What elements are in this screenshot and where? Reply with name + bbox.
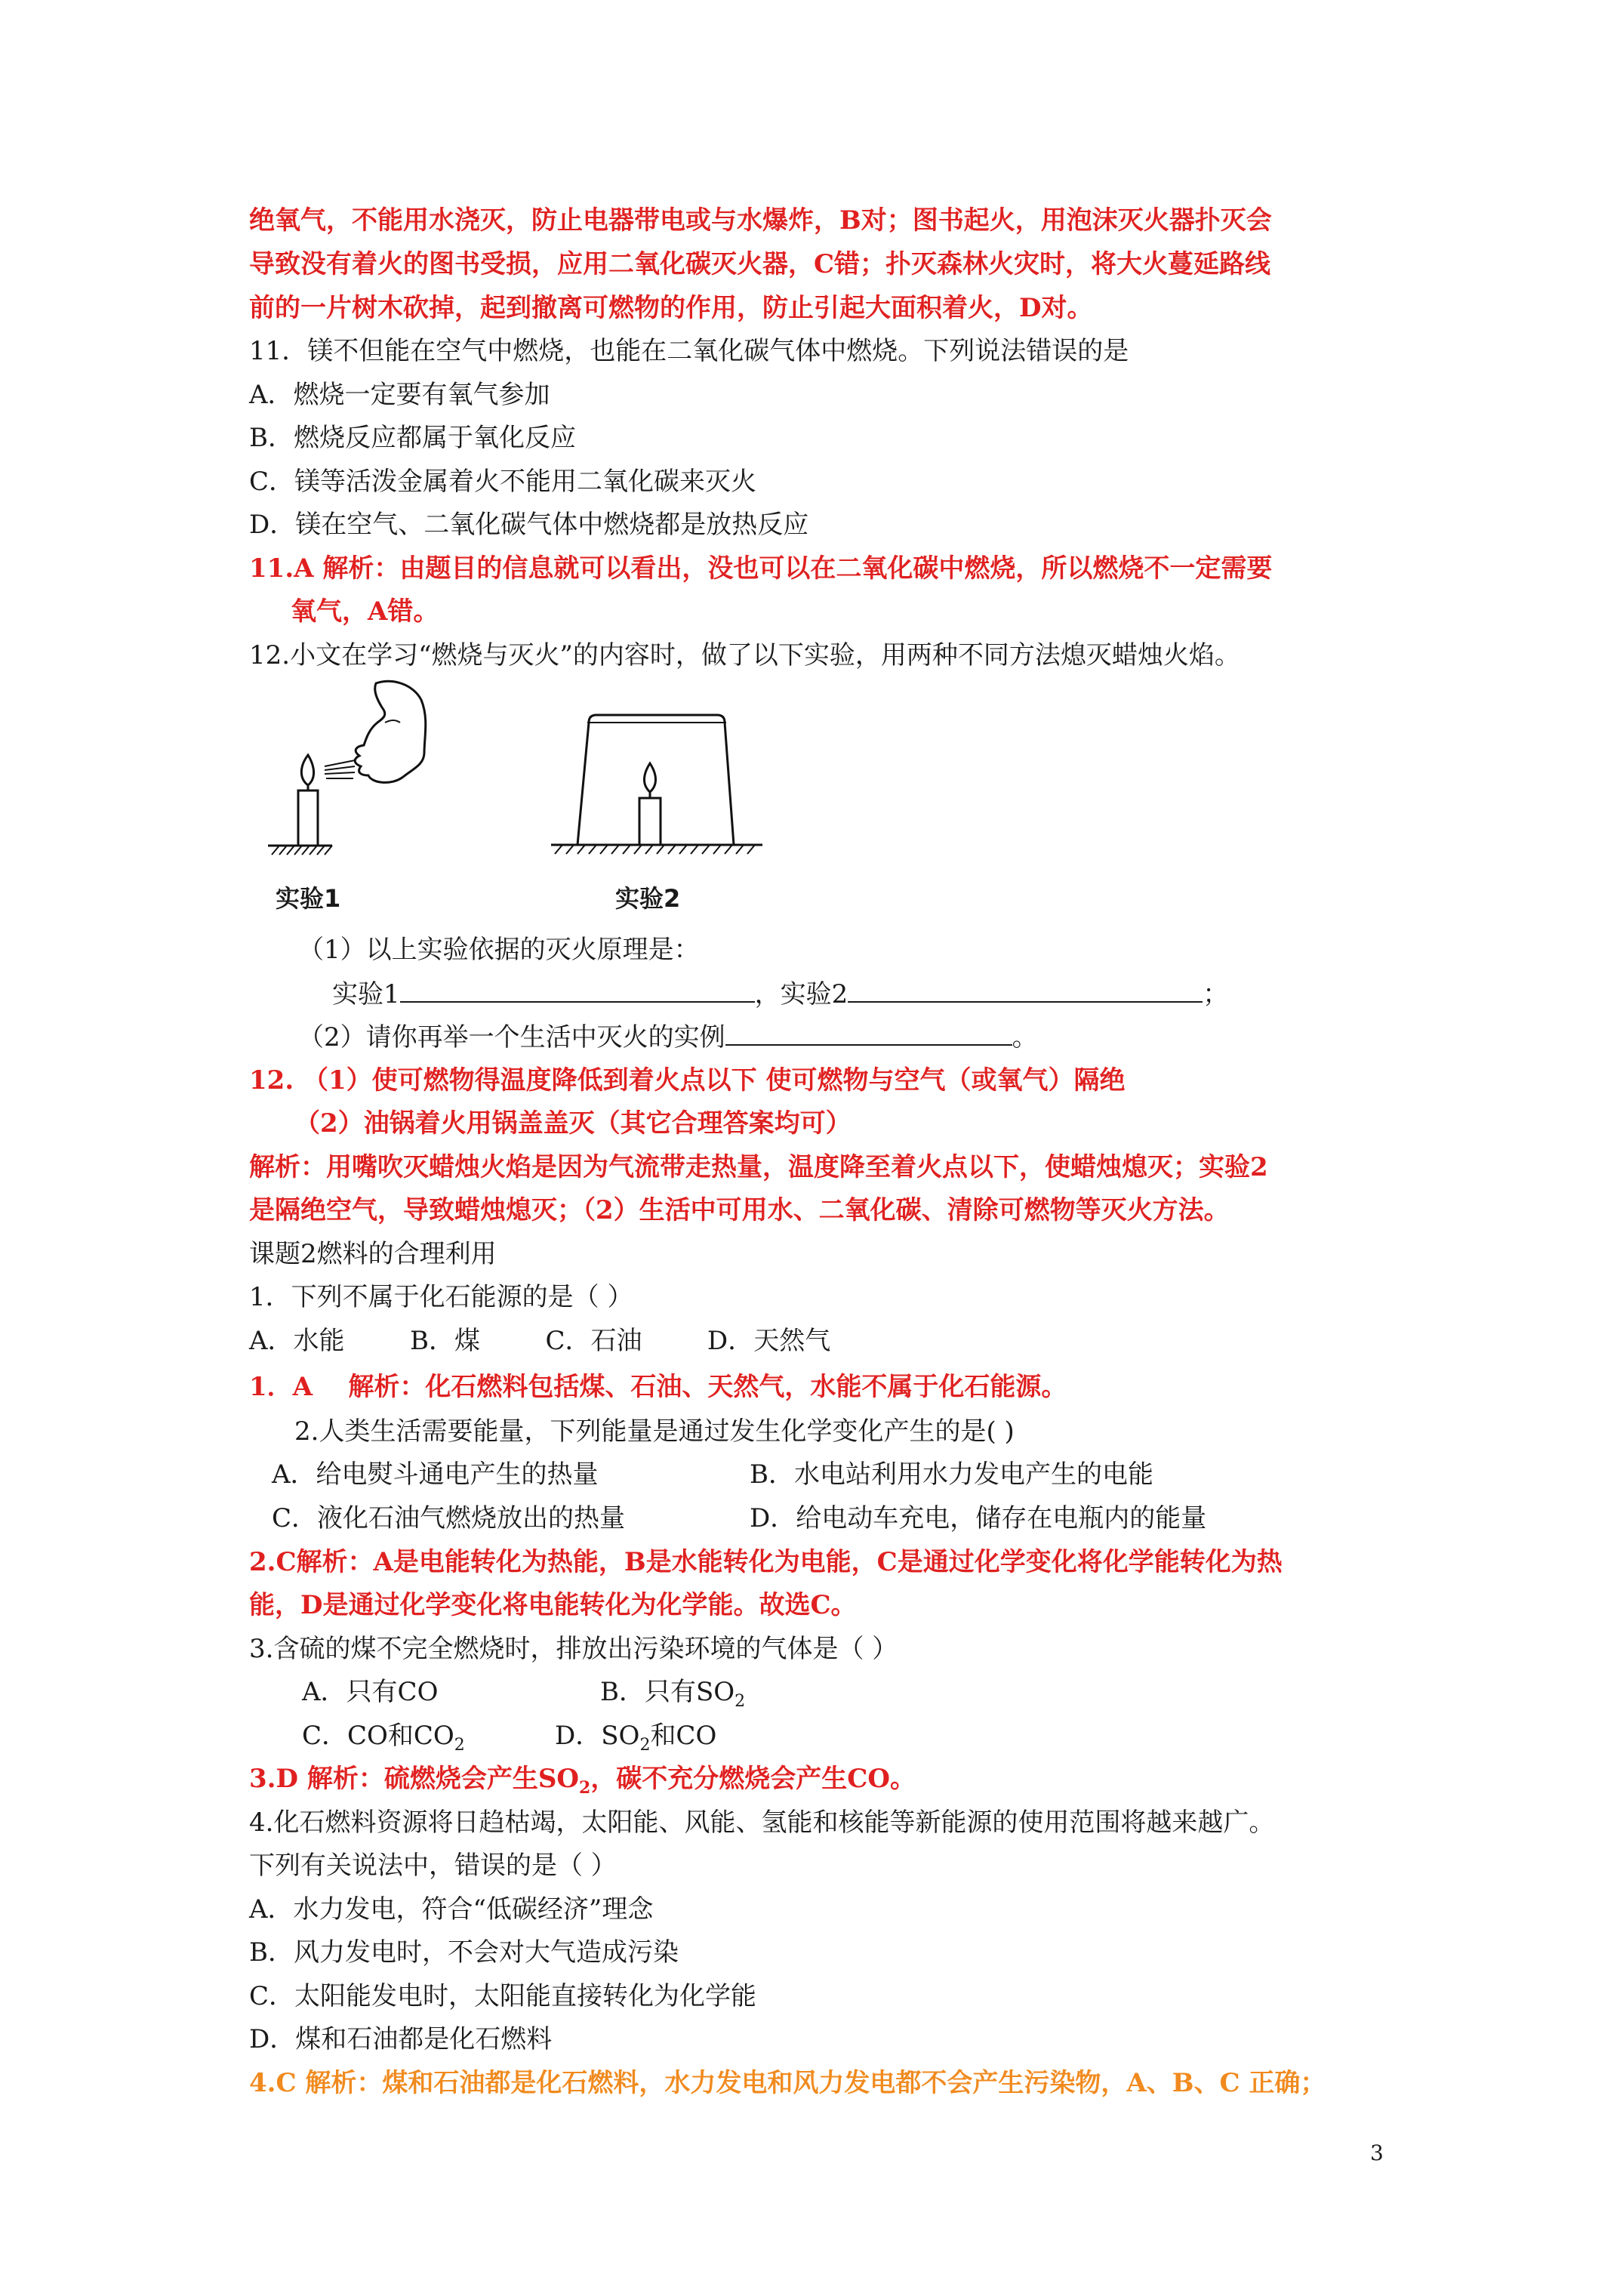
answer-s3-text-end: ，碳不充分燃烧会产生CO。 [590,1764,916,1794]
question-12: 12.小文在学习“燃烧与灭火”的内容时，做了以下实验，用两种不同方法熄灭蜡烛火焰。 [249,640,1240,670]
question-s3-option-b [600,1677,745,1717]
option-b-text: B．只有SO [600,1677,735,1707]
example-blank[interactable] [725,1022,1012,1046]
question-12-part-1: （1）以上实验依据的灭火原理是： [298,935,700,965]
answer-12-line-3: 解析：用嘴吹灭蜡烛火焰是因为气流带走热量，温度降至着火点以下，使蜡烛熄灭；实验2 [249,1152,1268,1182]
subscript: 2 [735,1691,746,1711]
experiment-1-blank[interactable] [400,978,755,1003]
question-s2-option-c: C．液化石油气燃烧放出的热量 [272,1503,626,1533]
question-11: 11．镁不但能在空气中燃烧，也能在二氧化碳气体中燃烧。下列说法错误的是 [249,336,1129,366]
answer-10-line-3: 前的一片树木砍掉，起到撤离可燃物的作用，防止引起大面积着火，D对。 [249,293,1093,323]
face-eye [385,720,400,723]
answer-12-line-4: 是隔绝空气，导致蜡烛熄灭；（2）生活中可用水、二氧化碳、清除可燃物等灭火方法。 [249,1195,1230,1225]
answer-s3 [249,1764,916,1803]
answer-s3-text: 3.D 解析：硫燃烧会产生SO [249,1764,579,1794]
section-title: 课题2燃料的合理利用 [249,1239,497,1269]
answer-12-line-1: 12. （1）使可燃物得温度降低到着火点以下 使可燃物与空气（或氧气）隔绝 [249,1065,1126,1096]
answer-s2-line-1: 2.C解析：A是电能转化为热能，B是水能转化为电能，C是通过化学变化将化学能转化为热 [249,1547,1283,1577]
question-s4-option-b: B．风力发电时，不会对大气造成污染 [249,1937,679,1968]
option-d-text: D．SO [555,1721,640,1751]
experiment-1-label: 实验1 [332,979,400,1009]
question-s4-option-a: A．水力发电，符合“低碳经济”理念 [249,1894,654,1925]
answer-10-line-1: 绝氧气，不能用水浇灭，防止电器带电或与水爆炸，B对；图书起火，用泡沫灭火器扑灭会 [249,205,1272,236]
question-11-option-d: D．镁在空气、二氧化碳气体中燃烧都是放热反应 [249,510,809,540]
subscript: 2 [579,1777,591,1798]
answer-s4: 4.C 解析：煤和石油都是化石燃料，水力发电和风力发电都不会产生污染物，A、B、C 正确； [249,2068,1326,2098]
figure-label-experiment-2: 实验2 [615,884,681,913]
question-s1-options: A．水能 B．煤 C．石油 D．天然气 [249,1326,831,1356]
experiment-2-ground-hatch [555,845,755,854]
answer-11-line-2: 氧气，A错。 [291,596,439,627]
face-profile [355,681,426,782]
question-s4-option-c: C．太阳能发电时，太阳能直接转化为化学能 [249,1981,757,2011]
experiment-2-candle [639,798,661,845]
candle-experiment-figure [264,676,778,932]
experiment-1-flame-icon [301,755,313,785]
question-s4-line-1: 4.化石燃料资源将日趋枯竭，太阳能、风能、氢能和核能等新能源的使用范围将越来越广。 [249,1808,1275,1838]
semicolon: ； [1203,979,1229,1009]
answer-s2-line-2: 能，D是通过化学变化将电能转化为化学能。故选C。 [249,1590,857,1620]
answer-s1: 1．A 解析：化石燃料包括煤、石油、天然气，水能不属于化石能源。 [249,1372,1067,1402]
question-s3-option-a: A．只有CO [302,1677,439,1707]
page-number: 3 [1370,2140,1384,2165]
period: 。 [1012,1022,1038,1052]
question-s3-option-d [555,1721,716,1761]
subscript: 2 [454,1735,465,1755]
figure-label-experiment-1: 实验1 [276,884,341,913]
question-s2-option-a: A．给电熨斗通电产生的热量 [272,1459,599,1490]
experiment-2-flame-icon [644,763,655,792]
question-12-blanks-line [332,978,1228,1009]
answer-10-line-2: 导致没有着火的图书受损，应用二氧化碳灭火器，C错；扑灭森林火灾时，将大火蔓延路线 [249,249,1271,279]
question-s1: 1．下列不属于化石能源的是（ ） [249,1282,633,1312]
question-s4-line-2: 下列有关说法中，错误的是（ ） [249,1851,617,1881]
breath-lines [325,760,355,778]
question-s4-option-d: D．煤和石油都是化石燃料 [249,2024,553,2054]
question-s3-option-c [302,1721,465,1761]
option-c-text: C．CO和CO [302,1721,454,1751]
question-s3: 3.含硫的煤不完全燃烧时，排放出污染环境的气体是（ ） [249,1634,898,1664]
subscript: 2 [639,1735,651,1755]
question-s2: 2.人类生活需要能量，下列能量是通过发生化学变化产生的是( ) [294,1416,1015,1447]
answer-11-line-1: 11.A 解析：由题目的信息就可以看出，没也可以在二氧化碳中燃烧，所以燃烧不一定需要 [249,553,1273,584]
question-11-option-b: B．燃烧反应都属于氧化反应 [249,423,576,453]
question-12-part-2-text: （2）请你再举一个生活中灭火的实例 [298,1022,725,1052]
answer-12-line-2: （2）油锅着火用锅盖盖灭（其它合理答案均可） [294,1108,852,1139]
experiment-1-candle [298,791,318,846]
question-11-option-a: A．燃烧一定要有氧气参加 [249,380,550,410]
experiment-2-label: ，实验2 [754,979,848,1009]
question-s2-option-b: B．水电站利用水力发电产生的电能 [750,1459,1153,1490]
experiment-2-blank[interactable] [848,978,1203,1003]
question-12-part-2 [298,1022,1038,1052]
experiment-1-ground-hatch [272,846,332,855]
option-d-text-end: 和CO [650,1721,717,1751]
question-s2-option-d: D．给电动车充电，储存在电瓶内的能量 [750,1503,1207,1533]
question-11-option-c: C．镁等活泼金属着火不能用二氧化碳来灭火 [249,467,757,497]
